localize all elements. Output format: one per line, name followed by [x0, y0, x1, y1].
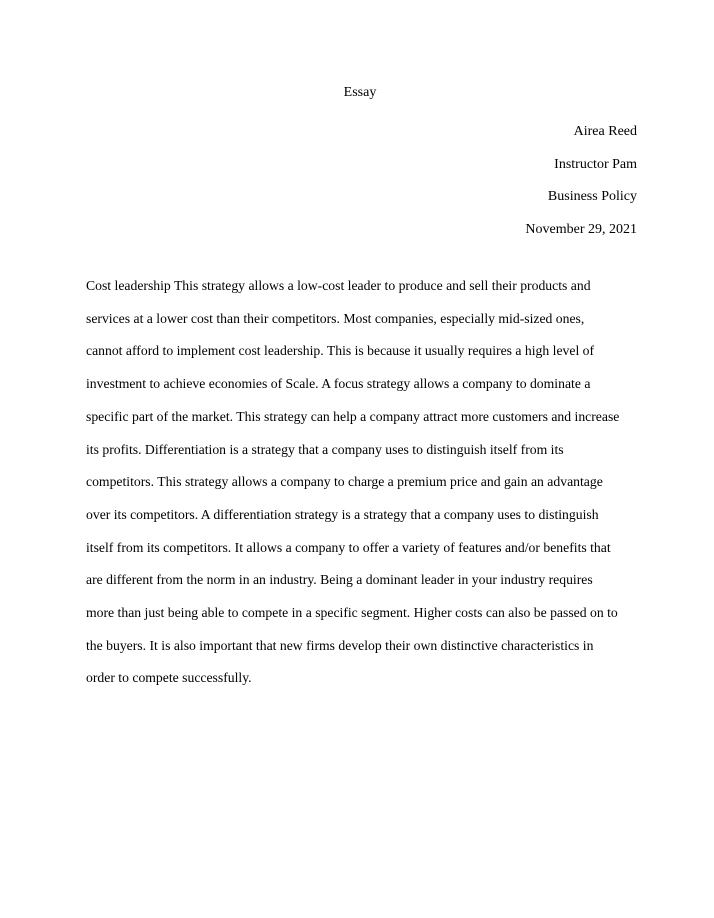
- course-name: Business Policy: [547, 189, 637, 204]
- body-line: cannot afford to implement cost leadership. This is because it usually requires a high level of: [86, 343, 595, 359]
- body-line: itself from its competitors. It allows a company to offer a variety of features and/or benefits that: [86, 539, 611, 555]
- body-line: specific part of the market. This strategy can help a company attract more customers and increase: [86, 408, 620, 424]
- body-line: its profits. Differentiation is a strategy that a company uses to distinguish itself from its: [86, 441, 564, 457]
- body-line: investment to achieve economies of Scale. A focus strategy allows a company to dominate a: [86, 376, 591, 392]
- instructor-name: Instructor Pam: [554, 156, 637, 172]
- document-date: November 29, 2021: [525, 221, 637, 237]
- body-line: over its competitors. A differentiation strategy is a strategy that a company uses to distinguish: [86, 506, 599, 522]
- body-line: competitors. This strategy allows a company to charge a premium price and gain an advantage: [86, 474, 603, 490]
- document-title: Essay: [343, 85, 377, 100]
- body-line: are different from the norm in an industry. Being a dominant leader in your industry requires: [86, 572, 593, 588]
- author-name: Airea Reed: [573, 124, 637, 139]
- body-paragraph: [86, 270, 644, 695]
- body-line: more than just being able to compete in a specific segment. Higher costs can also be passed on to: [86, 605, 618, 621]
- body-line: services at a lower cost than their competitors. Most companies, especially mid-sized ones,: [86, 310, 585, 326]
- body-line: the buyers. It is also important that new firms develop their own distinctive characteristics in: [86, 637, 594, 653]
- body-line: Cost leadership This strategy allows a low-cost leader to produce and sell their products and: [86, 278, 591, 293]
- body-line: order to compete successfully.: [86, 670, 252, 686]
- header-block: [525, 116, 637, 246]
